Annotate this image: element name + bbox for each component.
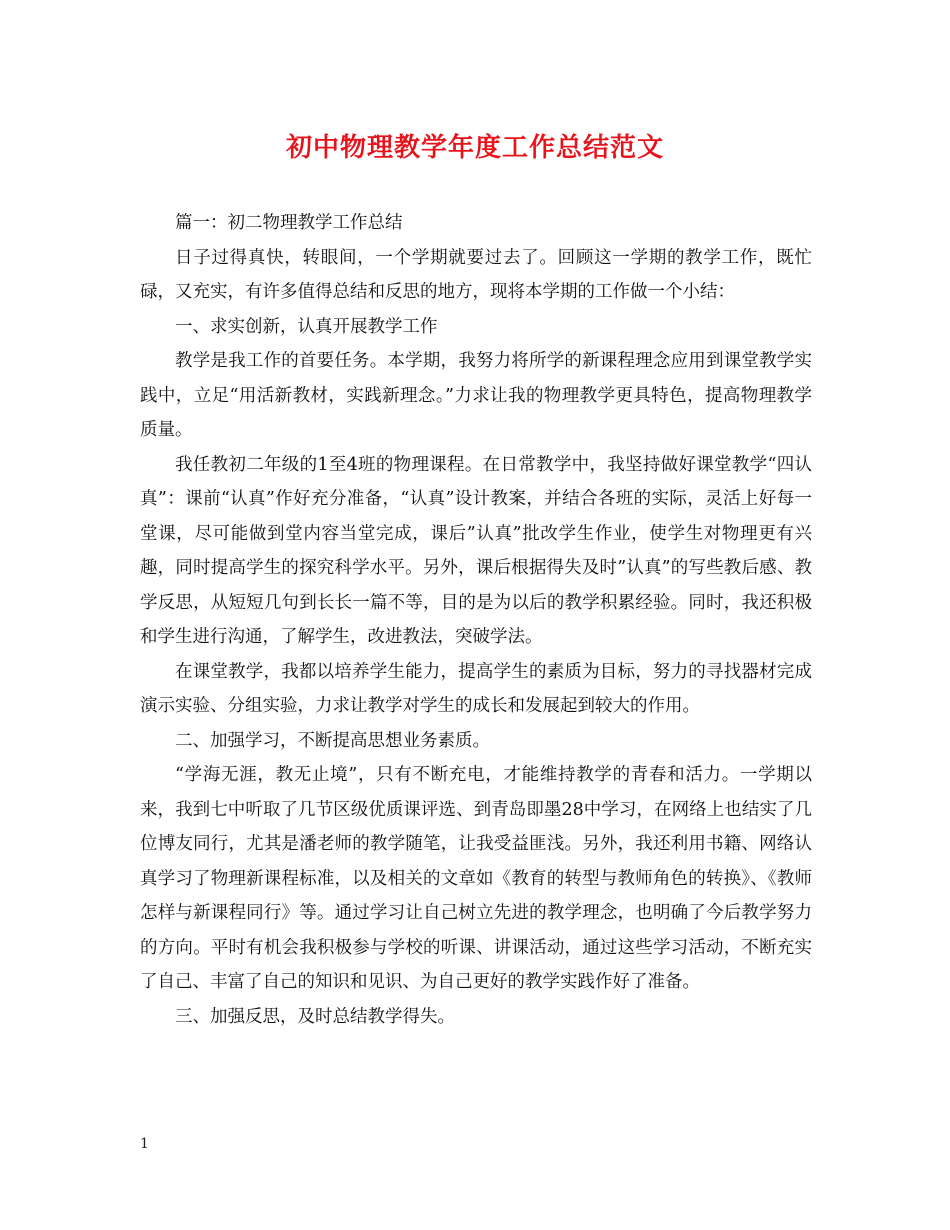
paragraph-learning: “学海无涯，教无止境”，只有不断充电，才能维持教学的青春和活力。一学期以来，我到七中听取了几节区级优质课评选、到青岛即墨28中学习，在网络上也结实了几位博友同行，尤其是潘老师的教学随笔，让我受益匪浅。另外，我还利用书籍、网络认真学习了物理新课程标准，以及相关的文章如《教育的转型与教师角色的转换》、《教师怎样与新课程同行》等。通过学习让自己树立先进的教学理念，也明确了今后教学努力的方向。平时有机会我积极参与学校的听课、讲课活动，通过这些学习活动，不断充实了自己、丰富了自己的知识和见识、为自己更好的教学实践作好了准备。 <box>140 765 812 992</box>
section-heading-three: 三、加强反思，及时总结教学得失。 <box>175 1006 455 1027</box>
section-heading-article-one: 篇一：初二物理教学工作总结 <box>175 213 403 233</box>
document-title: 初中物理教学年度工作总结范文 <box>285 133 664 163</box>
paragraph-classroom-teaching: 在课堂教学，我都以培养学生能力，提高学生的素质为目标，努力的寻找器材完成演示实验、分组实验，力求让教学对学生的成长和发展起到较大的作用。 <box>140 661 812 716</box>
page-number: 1 <box>140 1136 149 1152</box>
document-body <box>140 206 812 1034</box>
section-heading-two: 二、加强学习，不断提高思想业务素质。 <box>175 730 490 751</box>
paragraph-teaching-task: 教学是我工作的首要任务。本学期，我努力将所学的新课程理念应用到课堂教学实践中，立足“用活新教材，实践新理念。”力求让我的物理教学更具特色，提高物理教学质量。 <box>140 351 812 440</box>
paragraph-intro: 日子过得真快，转眼间，一个学期就要过去了。回顾这一学期的教学工作，既忙碌，又充实，有许多值得总结和反思的地方，现将本学期的工作做一个小结： <box>140 247 812 302</box>
paragraph-four-serious: 我任教初二年级的1至4班的物理课程。在日常教学中，我坚持做好课堂教学“四认真”：课前“认真”作好充分准备，“认真”设计教案，并结合各班的实际，灵活上好每一堂课，尽可能做到堂内容当堂完成，课后”认真”批改学生作业，使学生对物理更有兴趣，同时提高学生的探究科学水平。另外，课后根据得失及时”认真”的写些教后感、教学反思，从短短几句到长长一篇不等，目的是为以后的教学积累经验。同时，我还积极和学生进行沟通，了解学生，改进教法，突破学法。 <box>140 454 812 647</box>
section-heading-one: 一、求实创新，认真开展教学工作 <box>175 316 438 337</box>
